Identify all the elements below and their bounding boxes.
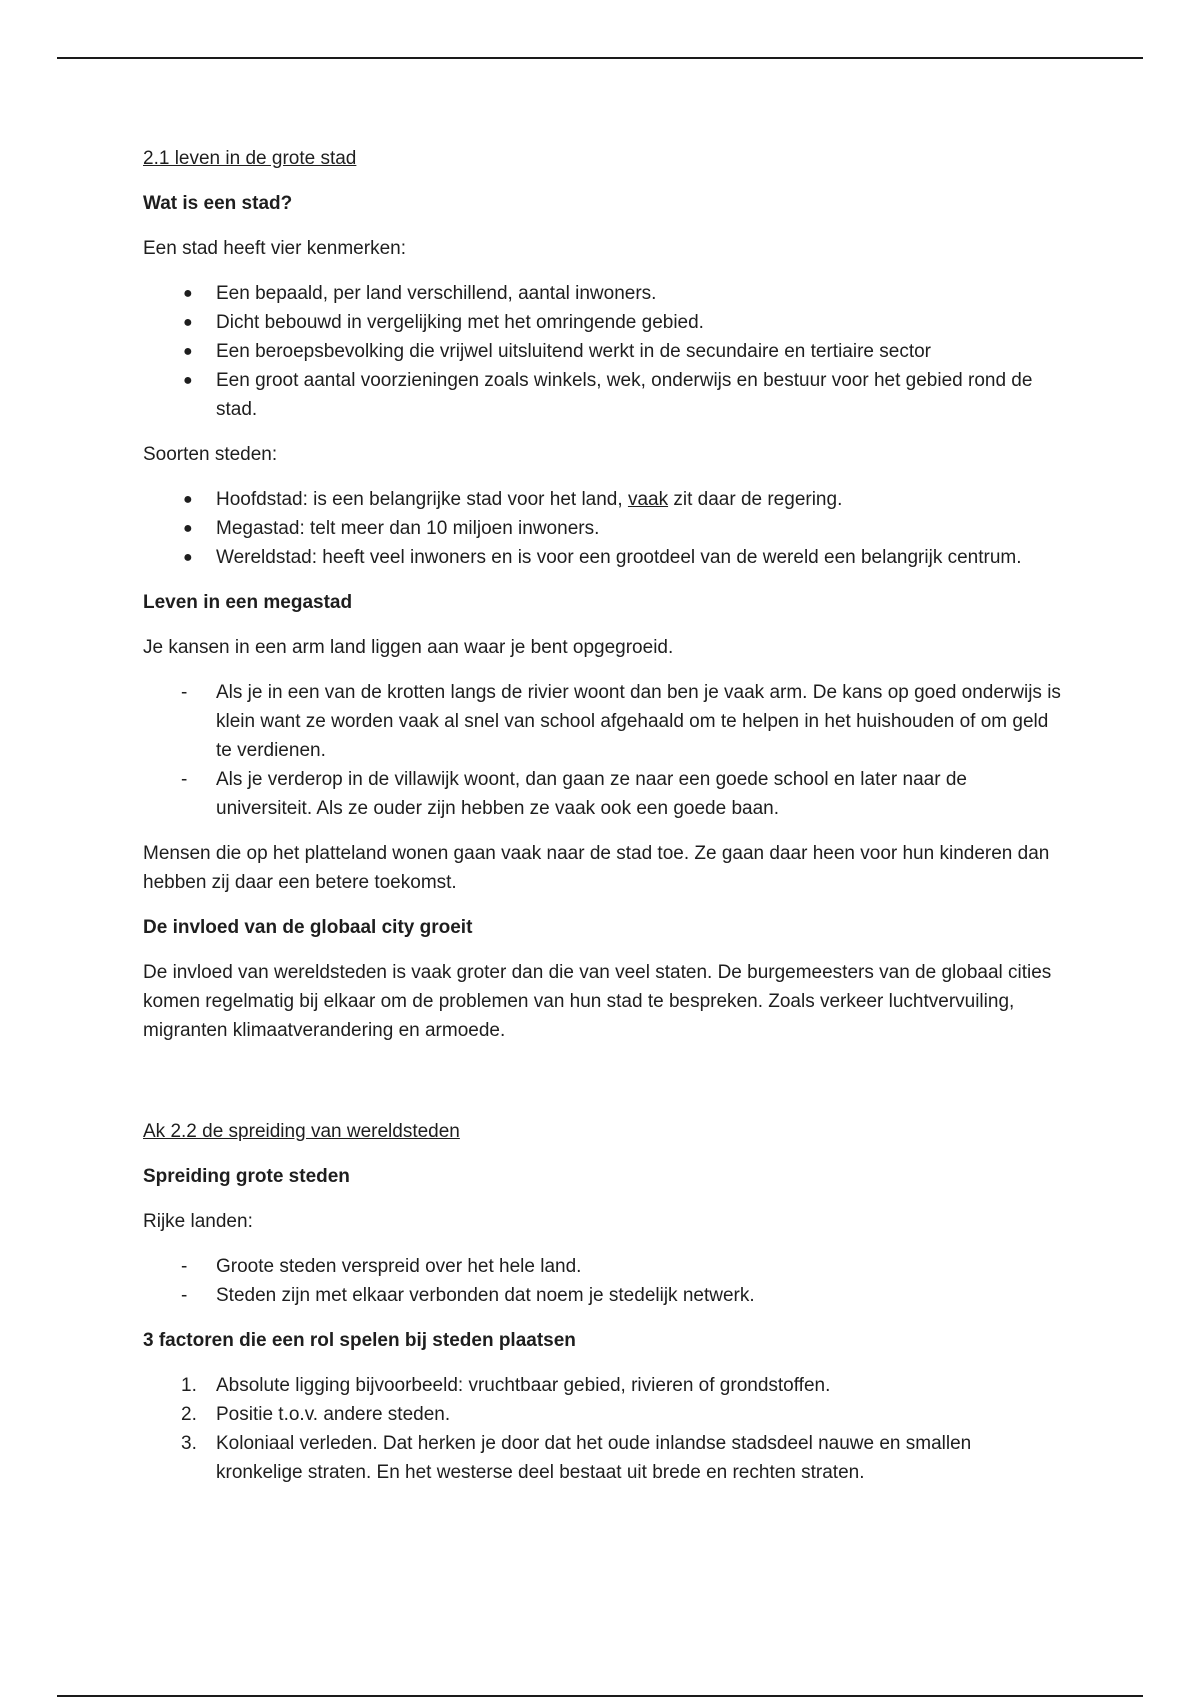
list-item-text: Positie t.o.v. andere steden.	[216, 1404, 451, 1425]
bullet-marker: ●	[183, 343, 193, 360]
list-item	[143, 514, 1063, 543]
hoofdstad-text-start: Hoofdstad: is een belangrijke stad voor het land,	[216, 489, 628, 510]
list-item	[143, 543, 1063, 572]
list-item-text: Een bepaald, per land verschillend, aantal inwoners.	[216, 283, 657, 304]
bullet-marker: ●	[183, 285, 193, 302]
bullet-marker: ●	[183, 549, 193, 566]
section-title-2-2: Ak 2.2 de spreiding van wereldsteden	[143, 1121, 460, 1142]
section-title-2-1: 2.1 leven in de grote stad	[143, 148, 357, 169]
list-item	[143, 1400, 1063, 1429]
bullet-marker: ●	[183, 372, 193, 389]
heading-wat-is-een-stad: Wat is een stad?	[143, 193, 293, 214]
factoren-list	[143, 1371, 1063, 1487]
soorten-label: Soorten steden:	[143, 444, 278, 465]
document-body	[143, 144, 1063, 1503]
list-item	[143, 678, 1063, 765]
list-item-text: Absolute ligging bijvoorbeeld: vruchtbaar gebied, rivieren of grondstoffen.	[216, 1375, 831, 1396]
list-item-text: Een beroepsbevolking die vrijwel uitsluitend werkt in de secundaire en tertiaire sector	[216, 341, 931, 362]
list-item	[143, 279, 1063, 308]
list-item	[143, 765, 1063, 823]
list-item-text: Steden zijn met elkaar verbonden dat noem je stedelijk netwerk.	[216, 1285, 755, 1306]
list-item-text: Een groot aantal voorzieningen zoals winkels, wek, onderwijs en bestuur voor het gebied rond de stad.	[216, 370, 1033, 420]
list-item	[143, 308, 1063, 337]
bullet-marker: ●	[183, 520, 193, 537]
megastad-list	[143, 678, 1063, 823]
list-item-text: Koloniaal verleden. Dat herken je door dat het oude inlandse stadsdeel nauwe en smallen kronkelige straten. En het westerse deel bestaat uit brede en rechten straten.	[216, 1433, 972, 1483]
list-item	[143, 337, 1063, 366]
underlined-word: vaak	[627, 489, 669, 510]
megastad-intro: Je kansen in een arm land liggen aan waar je bent opgegroeid.	[143, 637, 674, 658]
heading-leven-in-megastad: Leven in een megastad	[143, 592, 353, 613]
list-item-text: Megastad: telt meer dan 10 miljoen inwoners.	[216, 518, 600, 539]
list-item-text: Dicht bebouwd in vergelijking met het omringende gebied.	[216, 312, 704, 333]
list-item-text: Als je verderop in de villawijk woont, dan gaan ze naar een goede school en later naar de universiteit. Als ze ouder zijn hebben ze vaak ook een goede baan.	[216, 769, 967, 819]
rijke-landen-list	[143, 1252, 1063, 1310]
heading-spreiding: Spreiding grote steden	[143, 1166, 350, 1187]
dash-marker: -	[181, 1285, 188, 1306]
heading-global-city: De invloed van de globaal city groeit	[143, 917, 473, 938]
kenmerken-list	[143, 279, 1063, 424]
dash-marker: -	[181, 682, 188, 703]
bullet-marker: ●	[183, 491, 193, 508]
rijke-landen-label: Rijke landen:	[143, 1211, 253, 1232]
list-item	[143, 1252, 1063, 1281]
list-item	[143, 1281, 1063, 1310]
list-item	[143, 366, 1063, 424]
global-city-paragraph: De invloed van wereldsteden is vaak groter dan die van veel staten. De burgemeesters van de globaal cities komen regelmatig bij elkaar om de problemen van hun stad te bespreken. Zoals verkeer luchtvervuiling, migranten klimaatverandering en armoede.	[143, 962, 1052, 1041]
list-item-text: Wereldstad: heeft veel inwoners en is voor een grootdeel van de wereld een belangrijk centrum.	[216, 547, 1022, 568]
list-item-text: Groote steden verspreid over het hele land.	[216, 1256, 582, 1277]
list-item	[143, 1429, 1063, 1487]
dash-marker: -	[181, 1256, 188, 1277]
number-marker: 1.	[181, 1375, 197, 1396]
list-item	[143, 1371, 1063, 1400]
section-spacer	[143, 1061, 1063, 1117]
heading-factoren: 3 factoren die een rol spelen bij steden plaatsen	[143, 1330, 576, 1351]
soorten-list	[143, 485, 1063, 572]
dash-marker: -	[181, 769, 188, 790]
bullet-marker: ●	[183, 314, 193, 331]
footer-rule	[57, 1695, 1143, 1697]
number-marker: 2.	[181, 1404, 197, 1425]
platteland-paragraph: Mensen die op het platteland wonen gaan vaak naar de stad toe. Ze gaan daar heen voor hun kinderen dan hebben zij daar een betere toekomst.	[143, 843, 1050, 893]
list-item	[143, 485, 1063, 514]
header-rule	[57, 57, 1143, 59]
list-item-text: Als je in een van de krotten langs de rivier woont dan ben je vaak arm. De kans op goed onderwijs is klein want ze worden vaak al snel van school afgehaald om te helpen in het huishouden of om geld te verdienen.	[216, 682, 1061, 761]
number-marker: 3.	[181, 1433, 197, 1454]
hoofdstad-text-end: zit daar de regering.	[668, 489, 843, 510]
kenmerken-intro: Een stad heeft vier kenmerken:	[143, 238, 406, 259]
